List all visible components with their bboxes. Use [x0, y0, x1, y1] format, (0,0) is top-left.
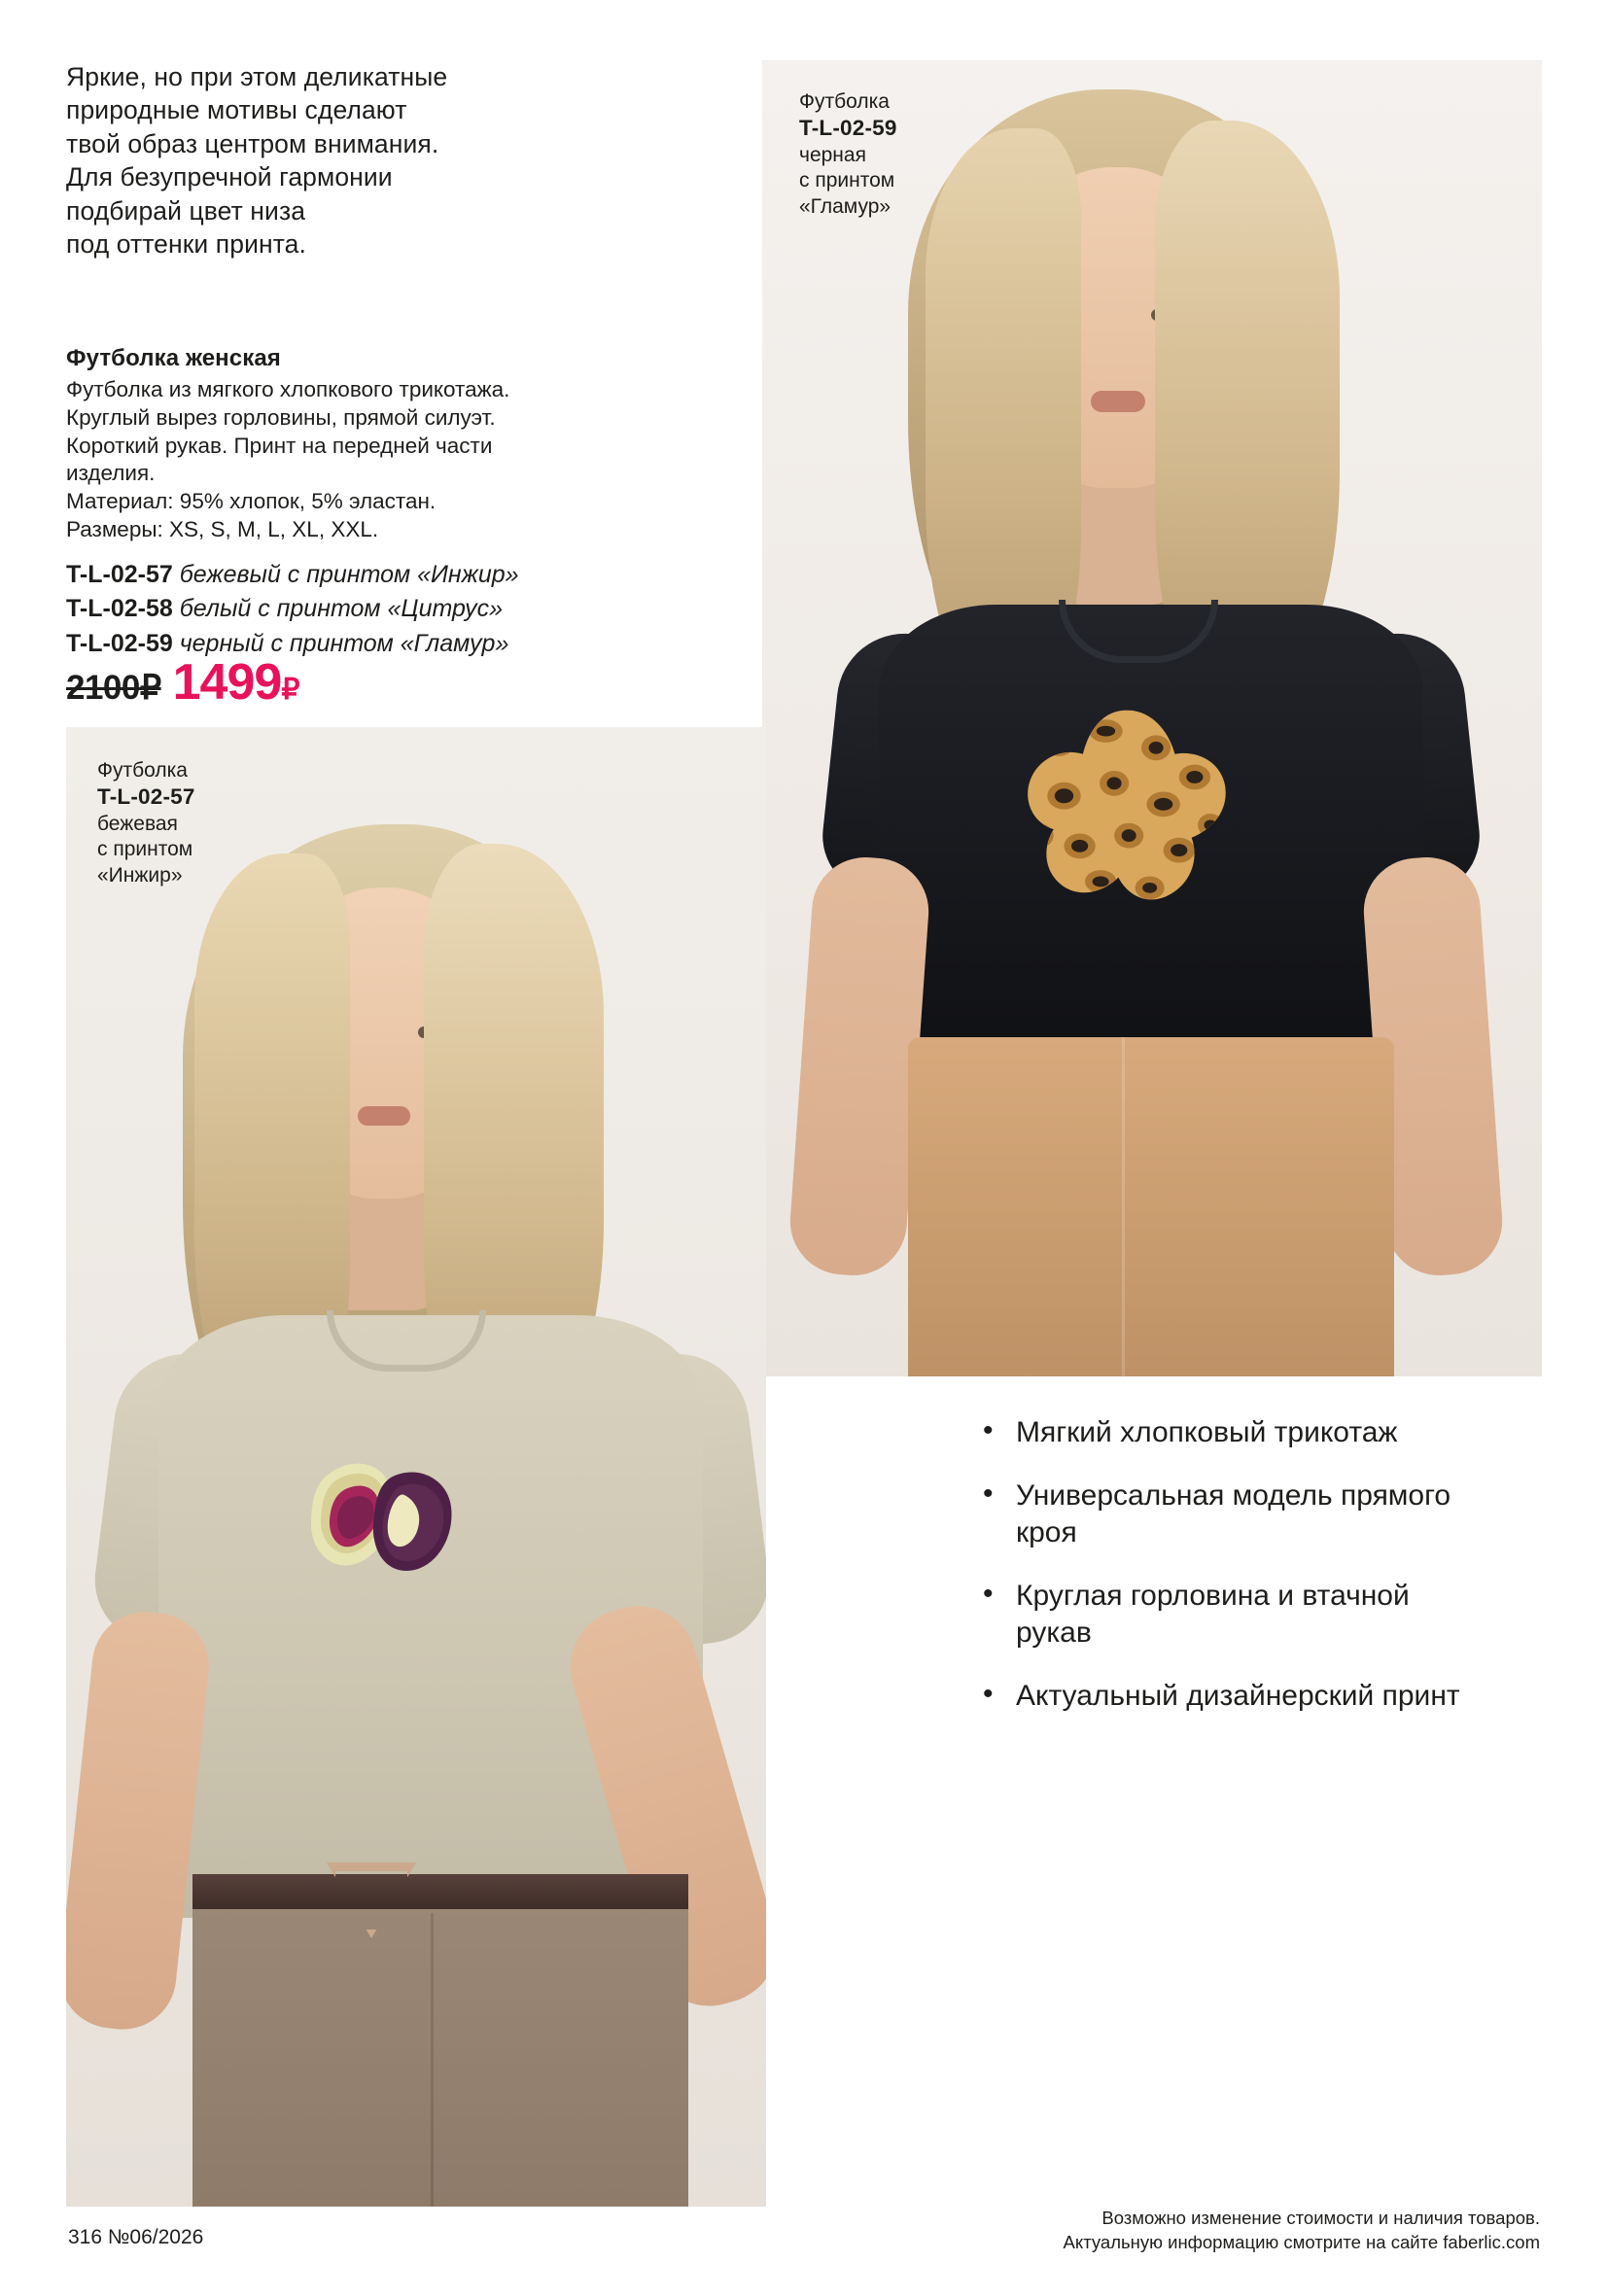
model-lips	[358, 1106, 410, 1126]
caption-line: с принтом	[799, 169, 895, 192]
beige-leather-skirt	[908, 1037, 1394, 1376]
caption-line: «Гламур»	[799, 194, 891, 218]
issue-number: №06/2026	[107, 2226, 204, 2248]
fig-print	[290, 1417, 484, 1612]
footer-left	[68, 2226, 203, 2249]
caption-label: Футболка	[97, 759, 188, 782]
caption-code: T-L-02-57	[97, 784, 195, 810]
feature-bullet-list	[977, 1414, 1483, 1742]
page-number: 316	[68, 2226, 103, 2248]
currency-symbol: ₽	[281, 674, 299, 706]
variant-item	[66, 558, 630, 593]
variant-desc: бежевый с принтом «Инжир»	[179, 560, 519, 588]
caption-code: T-L-02-59	[799, 116, 897, 141]
price-block	[66, 653, 298, 712]
description-line: Короткий рукав. Принт на передней части	[66, 433, 493, 458]
intro-line: Для безупречной гармонии	[66, 162, 393, 192]
leopard-flower-print	[1020, 702, 1234, 911]
feature-bullet: • Универсальная модель прямого кроя	[977, 1478, 1483, 1551]
caption-line: черная	[799, 143, 866, 166]
caption-line: с принтом	[97, 838, 193, 861]
variant-code: T-L-02-59	[66, 629, 173, 657]
intro-line: твой образ центром внимания.	[66, 128, 439, 158]
product-description-block	[66, 345, 630, 661]
variant-code: T-L-02-57	[66, 560, 173, 588]
intro-line: Яркие, но при этом деликатные	[66, 62, 448, 91]
new-price	[173, 653, 299, 712]
feature-bullet: • Мягкий хлопковый трикотаж	[977, 1414, 1483, 1451]
caption-line: бежевая	[97, 812, 178, 835]
feature-bullet: • Круглая горловина и втачной рукав	[977, 1578, 1483, 1652]
variant-code: T-L-02-58	[66, 595, 173, 623]
description-line: Материал: 95% хлопок, 5% эластан.	[66, 489, 437, 514]
caption-beige-tshirt	[97, 758, 195, 888]
disclaimer-line: Возможно изменение стоимости и наличия товаров.	[1101, 2208, 1540, 2229]
description-line: Размеры: XS, S, M, L, XL, XXL.	[66, 516, 379, 541]
old-price: 2100₽	[66, 669, 161, 707]
intro-line: природные мотивы сделают	[66, 95, 407, 125]
disclaimer-line: Актуальную информацию смотрите на сайте faberlic.com	[1063, 2232, 1540, 2253]
intro-line: подбирай цвет низа	[66, 195, 306, 226]
variant-list	[66, 558, 630, 662]
caption-line: «Инжир»	[97, 863, 183, 887]
intro-line: под оттенки принта.	[66, 229, 306, 260]
new-price-value: 1499	[172, 654, 282, 711]
product-description	[66, 376, 630, 544]
description-line: Круглый вырез горловины, прямой силуэт.	[66, 404, 496, 430]
brown-shorts	[192, 1884, 688, 2207]
caption-label: Футболка	[799, 90, 890, 113]
leather-belt	[192, 1874, 688, 1909]
variant-desc: белый с принтом «Цитрус»	[179, 595, 504, 623]
variant-item	[66, 592, 630, 627]
model-lips	[1091, 391, 1145, 412]
photo-beige-tshirt	[66, 727, 766, 2207]
feature-bullet: • Актуальный дизайнерский принт	[977, 1678, 1483, 1715]
intro-text	[66, 60, 572, 261]
photo-black-tshirt	[762, 60, 1542, 1376]
description-line: изделия.	[66, 461, 156, 486]
caption-black-tshirt	[799, 89, 897, 220]
product-title: Футболка женская	[66, 345, 281, 371]
footer-disclaimer	[1064, 2207, 1540, 2255]
variant-desc: черный с принтом «Гламур»	[179, 629, 509, 657]
description-line: Футболка из мягкого хлопкового трикотажа.	[66, 377, 510, 401]
